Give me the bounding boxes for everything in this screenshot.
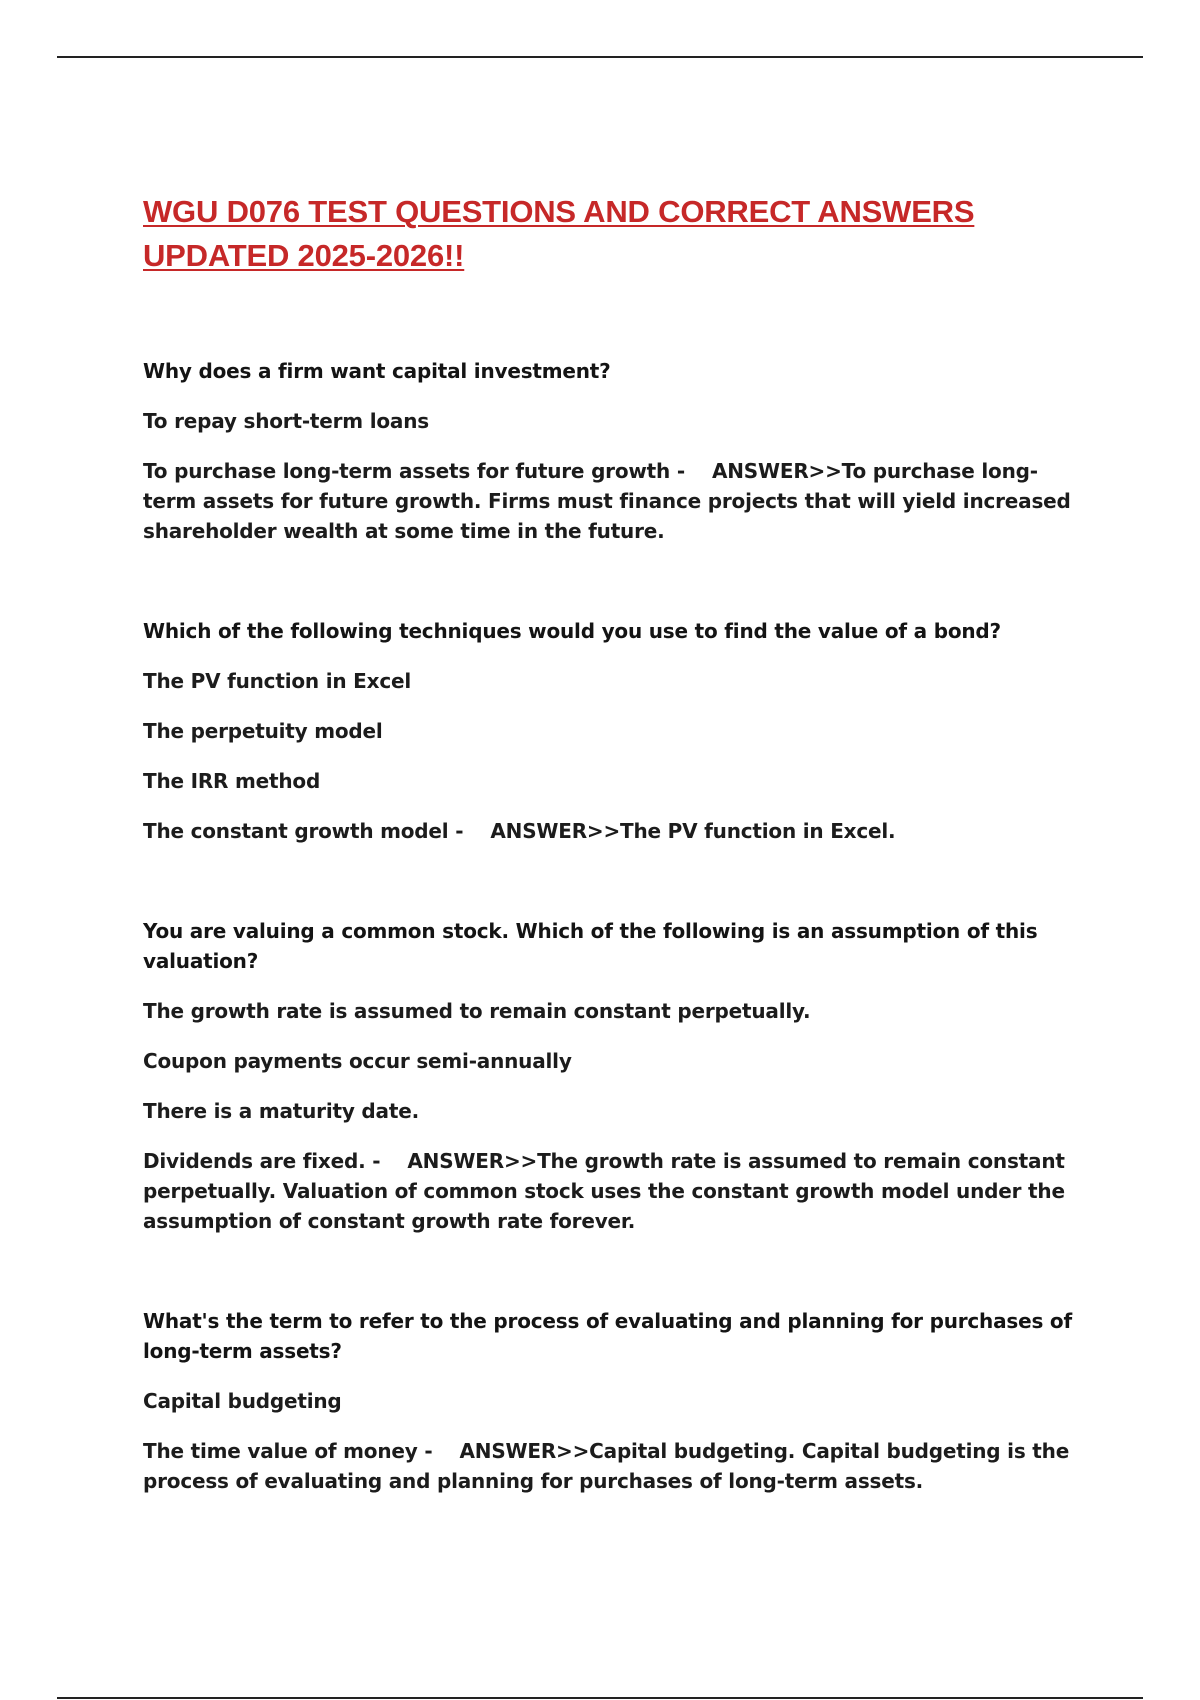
answer-option: The constant growth model	[143, 819, 449, 843]
answer-text: The PV function in Excel.	[620, 819, 896, 843]
answer-option-with-answer	[143, 456, 1073, 546]
answer-option-with-answer	[143, 1436, 1073, 1496]
question-text: Why does a firm want capital investment?	[143, 359, 611, 383]
answer-option-with-answer	[143, 816, 1073, 846]
answer-prefix: ANSWER>>	[407, 1149, 538, 1173]
answer-option: To repay short-term loans	[143, 409, 429, 433]
answer-option: To purchase long-term assets for future growth	[143, 459, 671, 483]
question-block	[143, 356, 1073, 546]
answer-text: The growth rate is assumed to remain constant perpetually. Valuation of common stock uses the constant growth model under the assumption of constant growth rate forever.	[143, 1149, 1065, 1233]
document-body	[143, 190, 1073, 1566]
answer-option: The PV function in Excel	[143, 669, 411, 693]
question-text: Which of the following techniques would you use to find the value of a bond?	[143, 619, 1001, 643]
answer-option: The time value of money	[143, 1439, 418, 1463]
separator: -	[670, 459, 712, 483]
question-block	[143, 1306, 1073, 1496]
title-line-2: UPDATED 2025-2026!!	[143, 238, 465, 273]
title-line-1: WGU D076 TEST QUESTIONS AND CORRECT ANSWERS	[143, 194, 975, 229]
answer-option: Coupon payments occur semi-annually	[143, 1049, 572, 1073]
answer-prefix: ANSWER>>	[711, 459, 842, 483]
question-text: What's the term to refer to the process of evaluating and planning for purchases of long-term assets?	[143, 1309, 1072, 1363]
answer-option: Dividends are fixed.	[143, 1149, 366, 1173]
answer-prefix: ANSWER>>	[490, 819, 621, 843]
answer-text: Capital budgeting. Capital budgeting is the process of evaluating and planning for purchases of long-term assets.	[143, 1439, 1070, 1493]
document-title	[143, 190, 1073, 278]
answer-option-with-answer	[143, 1146, 1073, 1236]
answer-option: The perpetuity model	[143, 719, 383, 743]
separator: -	[417, 1439, 460, 1463]
separator: -	[448, 819, 491, 843]
answer-option: There is a maturity date.	[143, 1099, 419, 1123]
question-block	[143, 616, 1073, 846]
answer-option: The growth rate is assumed to remain constant perpetually.	[143, 999, 811, 1023]
question-text: You are valuing a common stock. Which of the following is an assumption of this valuation?	[143, 919, 1038, 973]
separator: -	[365, 1149, 408, 1173]
answer-prefix: ANSWER>>	[459, 1439, 590, 1463]
answer-option: The IRR method	[143, 769, 321, 793]
bottom-rule	[57, 1697, 1143, 1699]
answer-text: To purchase long-term assets for future growth. Firms must finance projects that will yield increased shareholder wealth at some time in the future.	[143, 459, 1071, 543]
top-rule	[57, 56, 1143, 58]
question-block	[143, 916, 1073, 1236]
answer-option: Capital budgeting	[143, 1389, 342, 1413]
